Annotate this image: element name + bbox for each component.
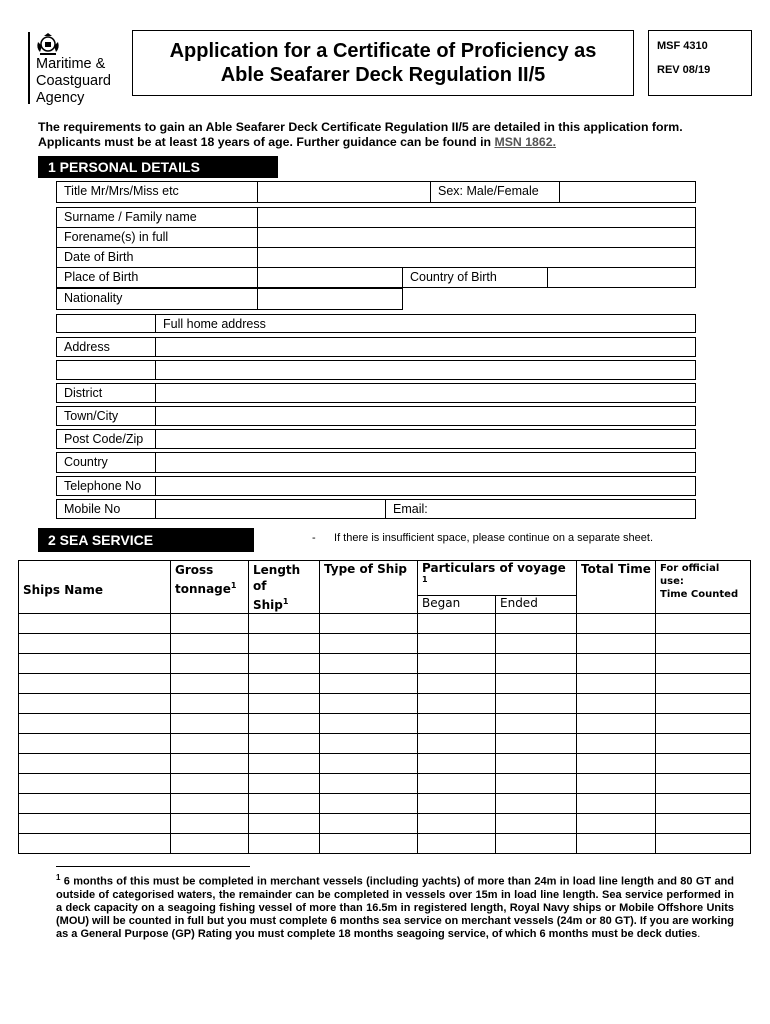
logo-line: Coastguard (36, 73, 111, 89)
table-row[interactable] (19, 814, 751, 834)
table-row[interactable] (19, 834, 751, 854)
table-row[interactable] (19, 794, 751, 814)
col-ships-name-label: Ships Name (23, 583, 103, 597)
table-row[interactable] (19, 694, 751, 714)
form-title-line2: Able Seafarer Deck Regulation II/5 (220, 64, 546, 86)
title-input[interactable] (257, 181, 431, 203)
table-header-row (19, 561, 751, 596)
surname-label-cell (56, 207, 258, 228)
nationality-input[interactable] (257, 288, 403, 310)
section-1-heading: 1 PERSONAL DETAILS (38, 156, 278, 178)
agency-logo (36, 56, 111, 107)
sex-label-cell (430, 181, 560, 203)
forenames-label-cell (56, 227, 258, 248)
address-label: Address (64, 340, 110, 354)
col-length (249, 561, 320, 614)
footnote-ref: 1 (422, 575, 428, 584)
table-row[interactable] (19, 614, 751, 634)
footnote-ref: 1 (230, 581, 237, 590)
intro-paragraph (38, 120, 738, 150)
table-row[interactable] (19, 754, 751, 774)
col-type-label: Type of Ship (324, 562, 408, 576)
form-title-line1: Application for a Certificate of Proficiency as (169, 40, 597, 62)
col-particulars (418, 561, 577, 596)
intro-text: The requirements to gain an Able Seafarer Deck Certificate Regulation II/5 are detailed in this application form. Applicants must be at least 18 years of age. Further guidance can be found in (38, 120, 683, 149)
postcode-label: Post Code/Zip (64, 432, 144, 446)
footnote-ref: 1 (282, 597, 289, 606)
section-2-heading: 2 SEA SERVICE (38, 528, 254, 552)
email-input[interactable] (385, 499, 696, 519)
col-gross-label2: tonnage (175, 582, 231, 596)
country-label: Country (64, 455, 108, 469)
continuation-note (312, 532, 653, 544)
table-row[interactable] (19, 674, 751, 694)
pob-label: Place of Birth (64, 270, 139, 284)
msn-link[interactable]: MSN 1862. (494, 135, 556, 149)
telephone-label: Telephone No (64, 479, 142, 493)
col-official-label2: Time Counted (660, 589, 739, 600)
form-reference-box (648, 30, 752, 96)
logo-divider (28, 32, 30, 104)
dob-input[interactable] (257, 247, 696, 268)
logo-line: Maritime & (36, 56, 106, 72)
sex-label: Sex: Male/Female (438, 184, 539, 198)
col-began (418, 595, 496, 613)
col-began-label: Began (422, 595, 461, 610)
mobile-label-cell (56, 499, 156, 519)
footnote (56, 871, 734, 941)
form-title-box (132, 30, 634, 96)
title-label-cell (56, 181, 258, 203)
mobile-label: Mobile No (64, 502, 121, 516)
col-gross-label1: Gross (175, 563, 214, 577)
town-label-cell (56, 406, 156, 426)
table-row[interactable] (19, 774, 751, 794)
address-blank-cell (56, 314, 156, 333)
dob-label: Date of Birth (64, 250, 134, 264)
note-dash: - (312, 532, 316, 544)
col-total-time (577, 561, 656, 614)
col-total-label: Total Time (581, 562, 651, 576)
telephone-input[interactable] (155, 476, 696, 496)
form-revision: REV 08/19 (657, 64, 711, 76)
sex-input[interactable] (559, 181, 696, 203)
district-label: District (64, 386, 103, 400)
telephone-label-cell (56, 476, 156, 496)
country-of-birth-label: Country of Birth (410, 270, 497, 284)
address-label-cell (56, 337, 156, 357)
country-input[interactable] (155, 452, 696, 473)
footnote-divider (56, 866, 250, 867)
col-official-use (656, 561, 751, 614)
form-code: MSF 4310 (657, 40, 708, 52)
footnote-end: . (697, 927, 701, 940)
email-label: Email: (393, 502, 428, 516)
col-gross-tonnage (171, 561, 249, 614)
sea-service-table (18, 560, 751, 854)
note-text: If there is insufficient space, please continue on a separate sheet. (334, 532, 654, 544)
table-row[interactable] (19, 634, 751, 654)
address-line1-input[interactable] (155, 337, 696, 357)
address-continuation-cell (56, 360, 156, 380)
surname-input[interactable] (257, 207, 696, 228)
title-label: Title Mr/Mrs/Miss etc (64, 184, 179, 198)
col-length-label1: Length of (253, 563, 301, 593)
col-ended (496, 595, 577, 613)
district-label-cell (56, 383, 156, 403)
country-of-birth-input[interactable] (547, 267, 696, 288)
col-ships-name (19, 561, 171, 614)
logo-line: Agency (36, 90, 85, 106)
forenames-label: Forename(s) in full (64, 230, 169, 244)
town-label: Town/City (64, 409, 119, 423)
col-length-label2: Ship (253, 598, 283, 612)
full-home-address-header (155, 314, 696, 333)
surname-label: Surname / Family name (64, 210, 197, 224)
table-row[interactable] (19, 734, 751, 754)
forenames-input[interactable] (257, 227, 696, 248)
table-row[interactable] (19, 654, 751, 674)
table-row[interactable] (19, 714, 751, 734)
postcode-label-cell (56, 429, 156, 449)
col-type-of-ship (320, 561, 418, 614)
col-particulars-label: Particulars of voyage (422, 561, 566, 575)
address-line2-input[interactable] (155, 360, 696, 380)
country-label-cell (56, 452, 156, 473)
district-input[interactable] (155, 383, 696, 403)
nationality-label-cell (56, 288, 258, 310)
royal-crest-icon (34, 32, 62, 58)
col-official-label1: For official use: (660, 563, 720, 587)
dob-label-cell (56, 247, 258, 268)
col-ended-label: Ended (500, 595, 538, 610)
country-of-birth-label-cell (402, 267, 548, 288)
pob-label-cell (56, 267, 258, 288)
footnote-marker: 1 (56, 873, 61, 882)
nationality-label: Nationality (64, 291, 123, 305)
full-home-address-label: Full home address (163, 317, 266, 331)
town-input[interactable] (155, 406, 696, 426)
postcode-input[interactable] (155, 429, 696, 449)
footnote-text: 6 months of this must be completed in merchant vessels (including yachts) of more than 24m in load line length and 80 GT and outside of categorised waters, the remainder can be completed in vessels over 15m in load line length. Sea service performed in a deck capacity on a seagoing fishing vessel of more than 16.5m in registered length, Royal Navy ships or Mobile Offshore Units (MOU) will be counted in full but you must complete 6 months sea service on merchant vessels (24m or 80 GT). If you are working as a General Purpose (GP) Rating you must complete 18 months seagoing service, of which 6 months must be deck duties (56, 875, 734, 940)
mobile-input[interactable] (155, 499, 386, 519)
pob-input[interactable] (257, 267, 403, 288)
